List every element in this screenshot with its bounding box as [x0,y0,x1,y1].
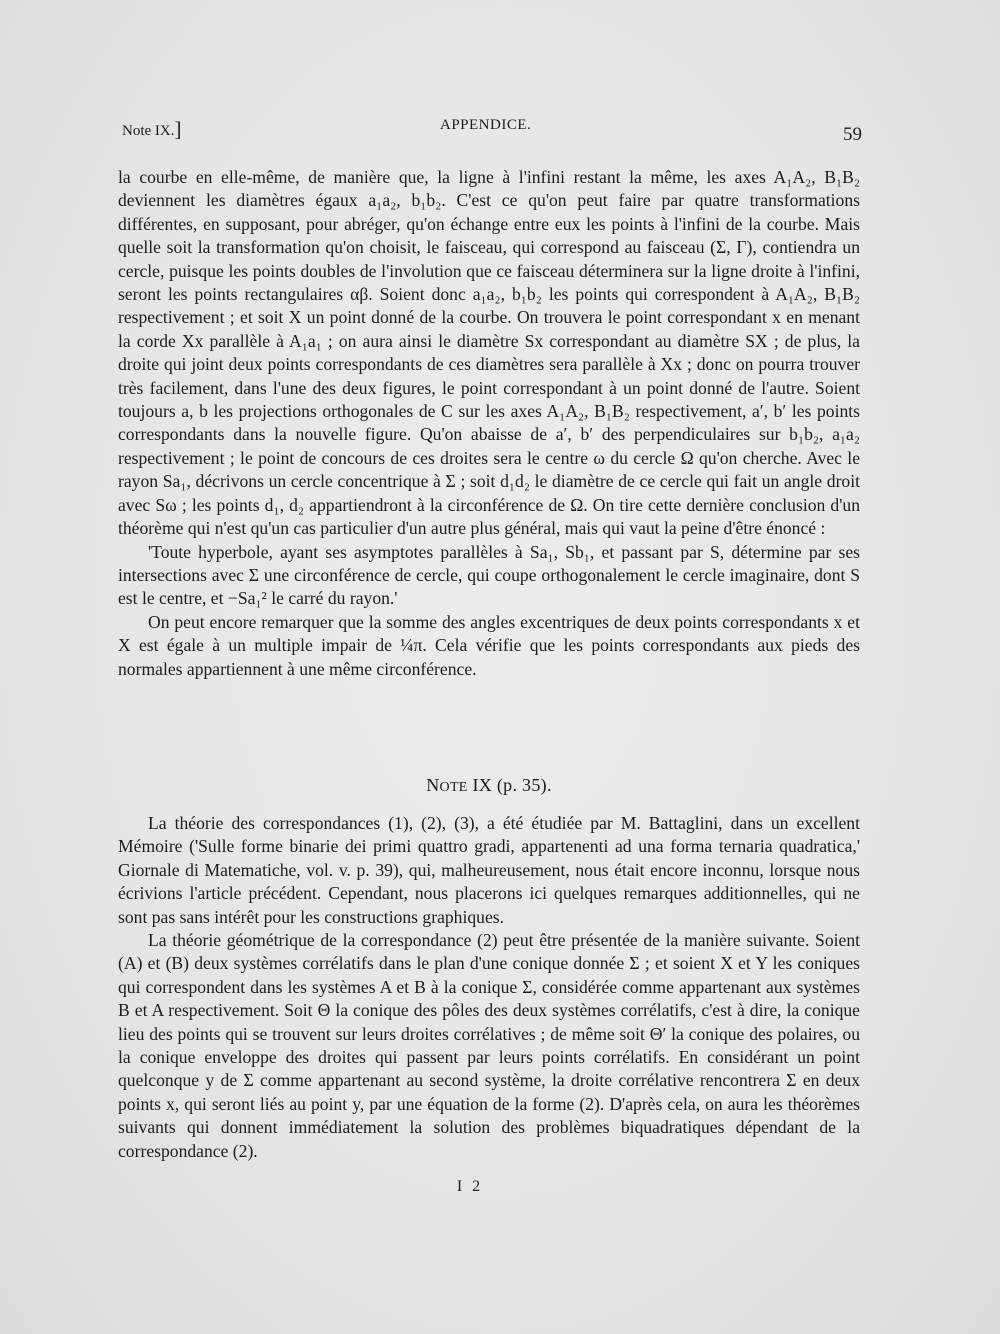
section-text-block [118,812,860,1163]
signature-mark: I 2 [456,1178,484,1195]
running-head-title: APPENDICE. [440,117,532,133]
paragraph: La théorie des correspondances (1), (2), (3), a été étudiée par M. Battaglini, dans un excellent Mémoire ('Sulle forme binarie dei primi quattro gradi, appartenenti ad una forma ternaria quadratica,' Giornale di Matematiche, vol. v. p. 39), qui, malheureusement, nous était encore inconnu, lorsque nous écrivions l'article précédent. Cependant, nous placerons ici quelques remarques additionnelles, qui ne sont pas sans intérêt pour les constructions graphiques. [118,813,860,927]
section-heading: NOTE IX (p. 35). [426,775,552,795]
running-head [122,116,862,146]
paragraph: la courbe en elle-même, de manière que, la ligne à l'infini restant la même, les axes A₁A₂, B₁B₂ deviennent les diamètres égaux a₁a₂, b₁b₂. C'est ce qu'on peut faire par quatre transformations différentes, en supposant, pour abréger, qu'on échange entre eux les points à l'infini de la courbe. Mais quelle soit la transformation qu'on choisit, le faisceau, qui correspond au faisceau (Σ, Γ), contiendra un cercle, puisque les points doubles de l'involution que ce faisceau déterminera sur la ligne droite à l'infini, seront les points rectangulaires αβ. Soient donc a₁a₂, b₁b₂ les points qui correspondent à A₁A₂, B₁B₂ respectivement ; et soit X un point donné de la courbe. On trouvera le point correspondant x en menant la corde Xx parallèle à A₁a₁ ; on aura ainsi le diamètre Sx correspondant au diamètre SX ; de plus, la droite qui joint deux points correspondants de ces diamètres sera parallèle à Xx ; donc on pourra trouver très facilement, dans l'une des deux figures, le point correspondant à un point donné de l'autre. Soient toujours a, b les projections orthogonales de C sur les axes A₁A₂, B₁B₂ respectivement, a′, b′ les points correspondants dans la nouvelle figure. Qu'on abaisse de a′, b′ des perpendiculaires sur b₁b₂, a₁a₂ respectivement ; le point de concours de ces droites sera le centre ω du cercle Ω qu'on cherche. Avec le rayon Sa₁, décrivons un cercle concentrique à Σ ; soit d₁d₂ le diamètre de ce cercle qui fait un angle droit avec Sω ; les points d₁, d₂ appartiendront à la circonférence de Ω. On tire cette dernière conclusion d'un théorème qui n'est qu'un cas particulier d'un autre plus général, mais qui vaut la peine d'être énoncé : [118,167,860,539]
paragraph: La théorie géométrique de la correspondance (2) peut être présentée de la manière suivante. Soient (A) et (B) deux systèmes corrélatifs dans le plan d'une conique donnée Σ ; et soient X et Y les coniques qui correspondent dans les systèmes A et B à la conique Σ, considérée comme appartenant aux systèmes B et A respectivement. Soit Θ la conique des pôles des deux systèmes corrélatifs, c'est à dire, la conique lieu des points qui se trouvent sur leurs droites corrélatives ; de même soit Θ′ la conique des polaires, ou la conique enveloppe des droites qui passent par leurs points corrélatifs. En considérant un point quelconque y de Σ comme appartenant au second système, la droite corrélative rencontrera Σ en deux points x, qui seront liés au point y, par une équation de la forme (2). D'après cela, on aura les théorèmes suivants qui donnent immédiatement la solution des problèmes biquadratiques dépendant de la correspondance (2). [118,930,860,1161]
paragraph: On peut encore remarquer que la somme des angles excentriques de deux points correspondants x et X est égale à un multiple impair de ¼π. Cela vérifie que les points correspondants aux pieds des normales appartiennent à une même circonférence. [118,611,860,679]
quoted-theorem: 'Toute hyperbole, ayant ses asymptotes parallèles à Sa₁, Sb₁, et passant par S, détermine par ses intersections avec Σ une circonférence de cercle, qui coupe orthogonalement le cercle imaginaire, dont S est le centre, et −Sa₁² le carré du rayon.' [118,541,860,609]
page-number: 59 [843,124,862,145]
main-text-block [118,166,860,681]
running-head-note: Note IX.] [122,117,182,141]
